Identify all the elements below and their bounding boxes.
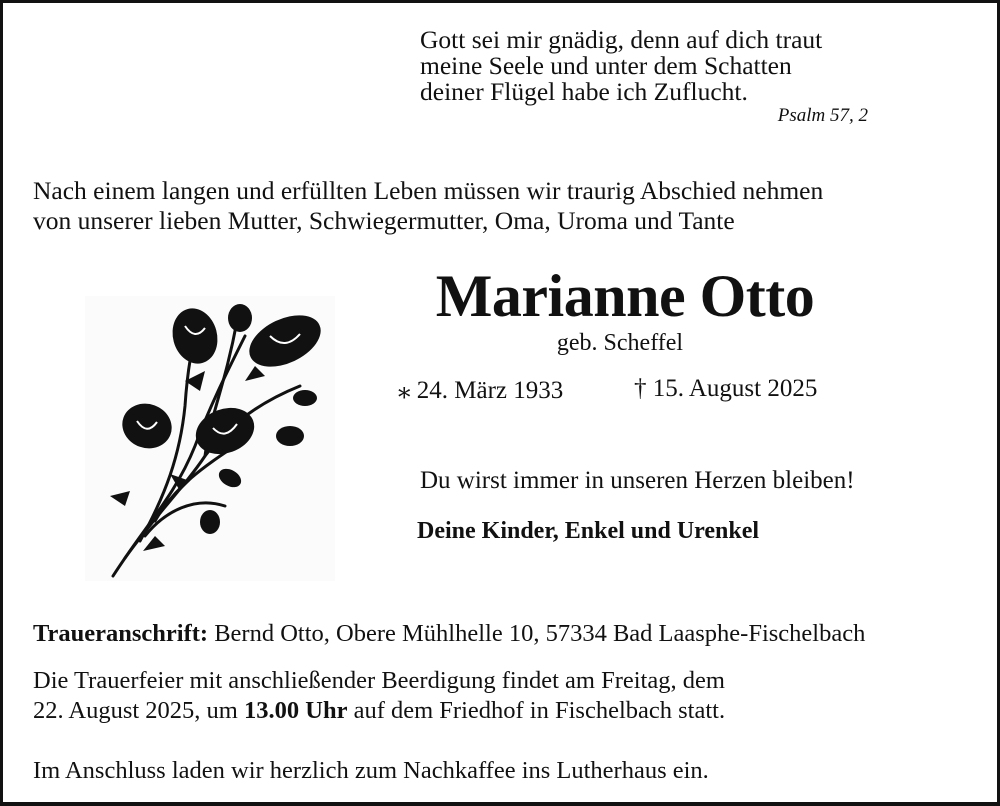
ceremony-time: 13.00 Uhr [244, 697, 348, 724]
ceremony-location: auf dem Friedhof in Fischelbach statt. [347, 697, 726, 724]
deceased-name: Marianne Otto [435, 263, 815, 329]
ceremony-date: 22. August 2025, um [33, 697, 244, 724]
memorial-quote: Du wirst immer in unseren Herzen bleiben! [420, 467, 855, 494]
psalm-reference: Psalm 57, 2 [777, 105, 868, 126]
death-date: † 15. August 2025 [634, 375, 818, 402]
address-text: Bernd Otto, Obere Mühlhelle 10, 57334 Bad Laasphe-Fischelbach [208, 620, 866, 647]
family-signature: Deine Kinder, Enkel und Urenkel [417, 518, 760, 544]
intro-line: von unserer lieben Mutter, Schwiegermutter, Oma, Uroma und Tante [33, 206, 735, 235]
psalm-verse [420, 27, 890, 105]
address-label: Traueranschrift: [33, 620, 209, 647]
ceremony-line: Die Trauerfeier mit anschließender Beerdigung findet am Freitag, dem [33, 667, 725, 694]
psalm-line: Gott sei mir gnädig, denn auf dich traut [420, 25, 823, 54]
roses-illustration-icon [85, 296, 335, 581]
intro-line: Nach einem langen und erfüllten Leben müssen wir traurig Abschied nehmen [33, 176, 824, 205]
intro-text [33, 176, 973, 236]
ceremony-info [33, 666, 973, 726]
birth-date: ⁎ 24. März 1933 [398, 377, 564, 404]
mourning-address [33, 620, 983, 648]
coffee-invitation: Im Anschluss laden wir herzlich zum Nachkaffee ins Lutherhaus ein. [33, 757, 709, 784]
ceremony-line [33, 696, 973, 726]
psalm-line: meine Seele und unter dem Schatten [420, 51, 792, 80]
psalm-line: deiner Flügel habe ich Zuflucht. [420, 77, 748, 106]
maiden-name: geb. Scheffel [556, 330, 684, 356]
